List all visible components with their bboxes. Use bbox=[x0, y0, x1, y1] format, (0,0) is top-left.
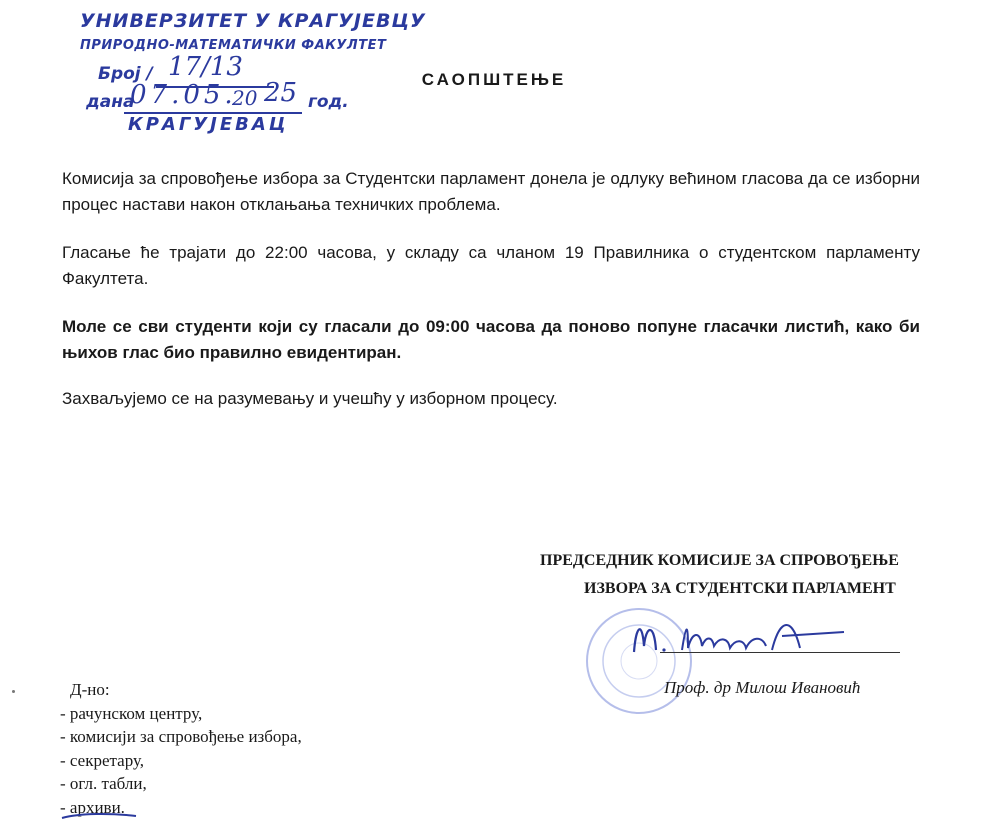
distribution-item: - огл. табли, bbox=[60, 774, 147, 793]
signatory-title-line1: ПРЕДСЕДНИК КОМИСИЈЕ ЗА СПРОВОЂЕЊЕ bbox=[540, 552, 899, 569]
stamp-dana-label: дана bbox=[86, 92, 135, 112]
document-title: САОПШТЕЊЕ bbox=[421, 70, 567, 89]
signature-line bbox=[660, 652, 900, 653]
paragraph-thanks: Захваљујемо се на разумевању и учешћу у изборном процесу. bbox=[62, 389, 558, 408]
handwritten-signature bbox=[616, 606, 916, 666]
scan-speck bbox=[12, 690, 15, 693]
distribution-item: - секретару, bbox=[60, 750, 145, 770]
signatory-name: Проф. др Милош Ивановић bbox=[664, 678, 861, 697]
paragraph-voting-time: Гласање ће трајати до 22:00 часова, у складу са чланом 19 Правилника о студентском парламенту Факултета. bbox=[62, 243, 920, 288]
distribution-item: - рачунском центру, bbox=[60, 703, 203, 723]
distribution-heading: Д-но: bbox=[70, 680, 110, 699]
stamp-university: УНИВЕРЗИТЕТ У КРАГУЈЕВЦУ bbox=[80, 10, 426, 32]
stamp-broj-value: 17/13 bbox=[168, 52, 243, 82]
stamp-date-value: 07.05. bbox=[130, 80, 237, 110]
paragraph-revote-request: Моле се сви студенти који су гласали до 09:00 часова да поново попуне гласачки листић, како би њихов глас био правилно евидентиран. bbox=[62, 317, 920, 362]
stamp-year-prefix: 20 bbox=[232, 86, 258, 110]
stamp-broj-label: Број / bbox=[98, 64, 153, 84]
paragraph-decision: Комисија за спровођење избора за Студентски парламент донела је одлуку већином гласова да се изборни процес настави након отклањања техничких проблема. bbox=[62, 169, 920, 214]
stamp-city: КРАГУЈЕВАЦ bbox=[128, 114, 289, 135]
distribution-list bbox=[60, 678, 302, 819]
stamp-faculty: ПРИРОДНО-МАТЕМАТИЧКИ ФАКУЛТЕТ bbox=[80, 38, 387, 53]
stamp-year-suffix: 25 bbox=[264, 78, 298, 108]
distribution-item: - архиви. bbox=[60, 797, 125, 817]
signatory-title-line2: ИЗВОРА ЗА СТУДЕНТСКИ ПАРЛАМЕНТ bbox=[584, 580, 896, 597]
archive-pen-underline bbox=[60, 812, 138, 820]
distribution-item: - комисији за спровођење избора, bbox=[60, 727, 302, 746]
stamp-god-label: год. bbox=[308, 92, 349, 112]
